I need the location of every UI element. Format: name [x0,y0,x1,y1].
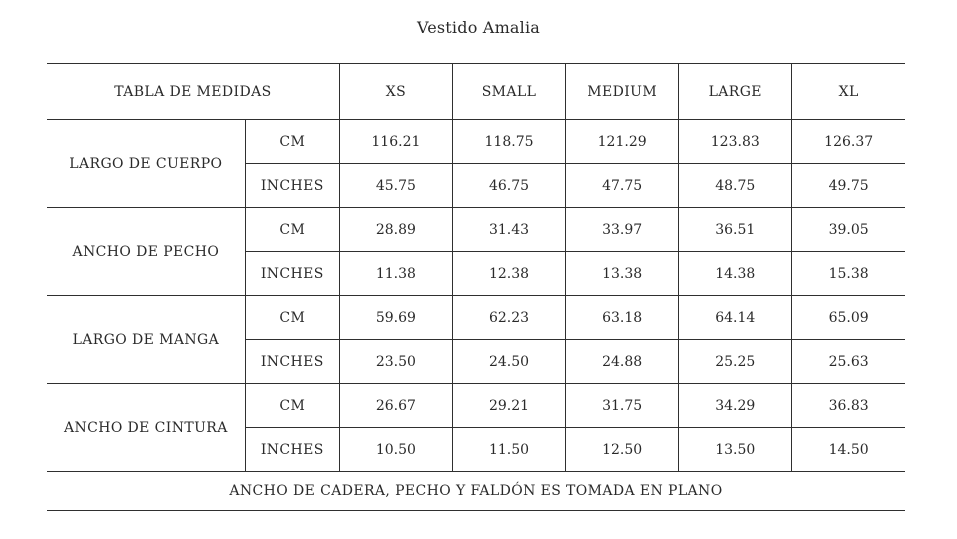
size-header-xs: XS [339,64,452,120]
table-cell: 12.38 [452,252,565,296]
table-row [47,208,905,252]
size-chart-table [47,63,905,511]
table-cell: 10.50 [339,428,452,472]
measurement-label: LARGO DE CUERPO [47,120,245,208]
table-cell: 14.50 [792,428,905,472]
table-cell: 31.75 [566,384,679,428]
unit-label: INCHES [245,252,339,296]
table-cell: 116.21 [339,120,452,164]
table-cell: 34.29 [679,384,792,428]
table-row [47,120,905,164]
table-cell: 49.75 [792,164,905,208]
table-cell: 24.88 [566,340,679,384]
table-cell: 46.75 [452,164,565,208]
table-cell: 47.75 [566,164,679,208]
table-cell: 36.83 [792,384,905,428]
unit-label: INCHES [245,340,339,384]
size-header-large: LARGE [679,64,792,120]
table-cell: 13.50 [679,428,792,472]
table-cell: 24.50 [452,340,565,384]
table-cell: 64.14 [679,296,792,340]
table-cell: 123.83 [679,120,792,164]
table-cell: 121.29 [566,120,679,164]
unit-label: CM [245,120,339,164]
table-cell: 25.63 [792,340,905,384]
table-cell: 39.05 [792,208,905,252]
table-cell: 36.51 [679,208,792,252]
page-title: Vestido Amalia [416,18,541,37]
table-cell: 23.50 [339,340,452,384]
measurement-label: ANCHO DE CINTURA [47,384,245,472]
table-cell: 31.43 [452,208,565,252]
table-cell: 25.25 [679,340,792,384]
table-cell: 45.75 [339,164,452,208]
table-cell: 62.23 [452,296,565,340]
table-cell: 15.38 [792,252,905,296]
table-footnote: ANCHO DE CADERA, PECHO Y FALDÓN ES TOMADA EN PLANO [47,472,905,511]
table-cell: 11.50 [452,428,565,472]
table-header-row [47,64,905,120]
unit-label: CM [245,208,339,252]
table-row [47,384,905,428]
table-cell: 63.18 [566,296,679,340]
table-cell: 33.97 [566,208,679,252]
table-cell: 11.38 [339,252,452,296]
table-footer-row [47,472,905,511]
size-header-xl: XL [792,64,905,120]
table-cell: 28.89 [339,208,452,252]
table-row [47,296,905,340]
measurement-label: LARGO DE MANGA [47,296,245,384]
table-cell: 26.67 [339,384,452,428]
table-cell: 12.50 [566,428,679,472]
unit-label: INCHES [245,164,339,208]
table-cell: 13.38 [566,252,679,296]
unit-label: CM [245,384,339,428]
size-header-small: SMALL [452,64,565,120]
table-cell: 118.75 [452,120,565,164]
table-cell: 65.09 [792,296,905,340]
unit-label: CM [245,296,339,340]
table-cell: 14.38 [679,252,792,296]
unit-label: INCHES [245,428,339,472]
table-cell: 48.75 [679,164,792,208]
table-cell: 29.21 [452,384,565,428]
table-cell: 59.69 [339,296,452,340]
measurement-label: ANCHO DE PECHO [47,208,245,296]
table-cell: 126.37 [792,120,905,164]
table-header-label: TABLA DE MEDIDAS [47,64,339,120]
size-header-medium: MEDIUM [566,64,679,120]
